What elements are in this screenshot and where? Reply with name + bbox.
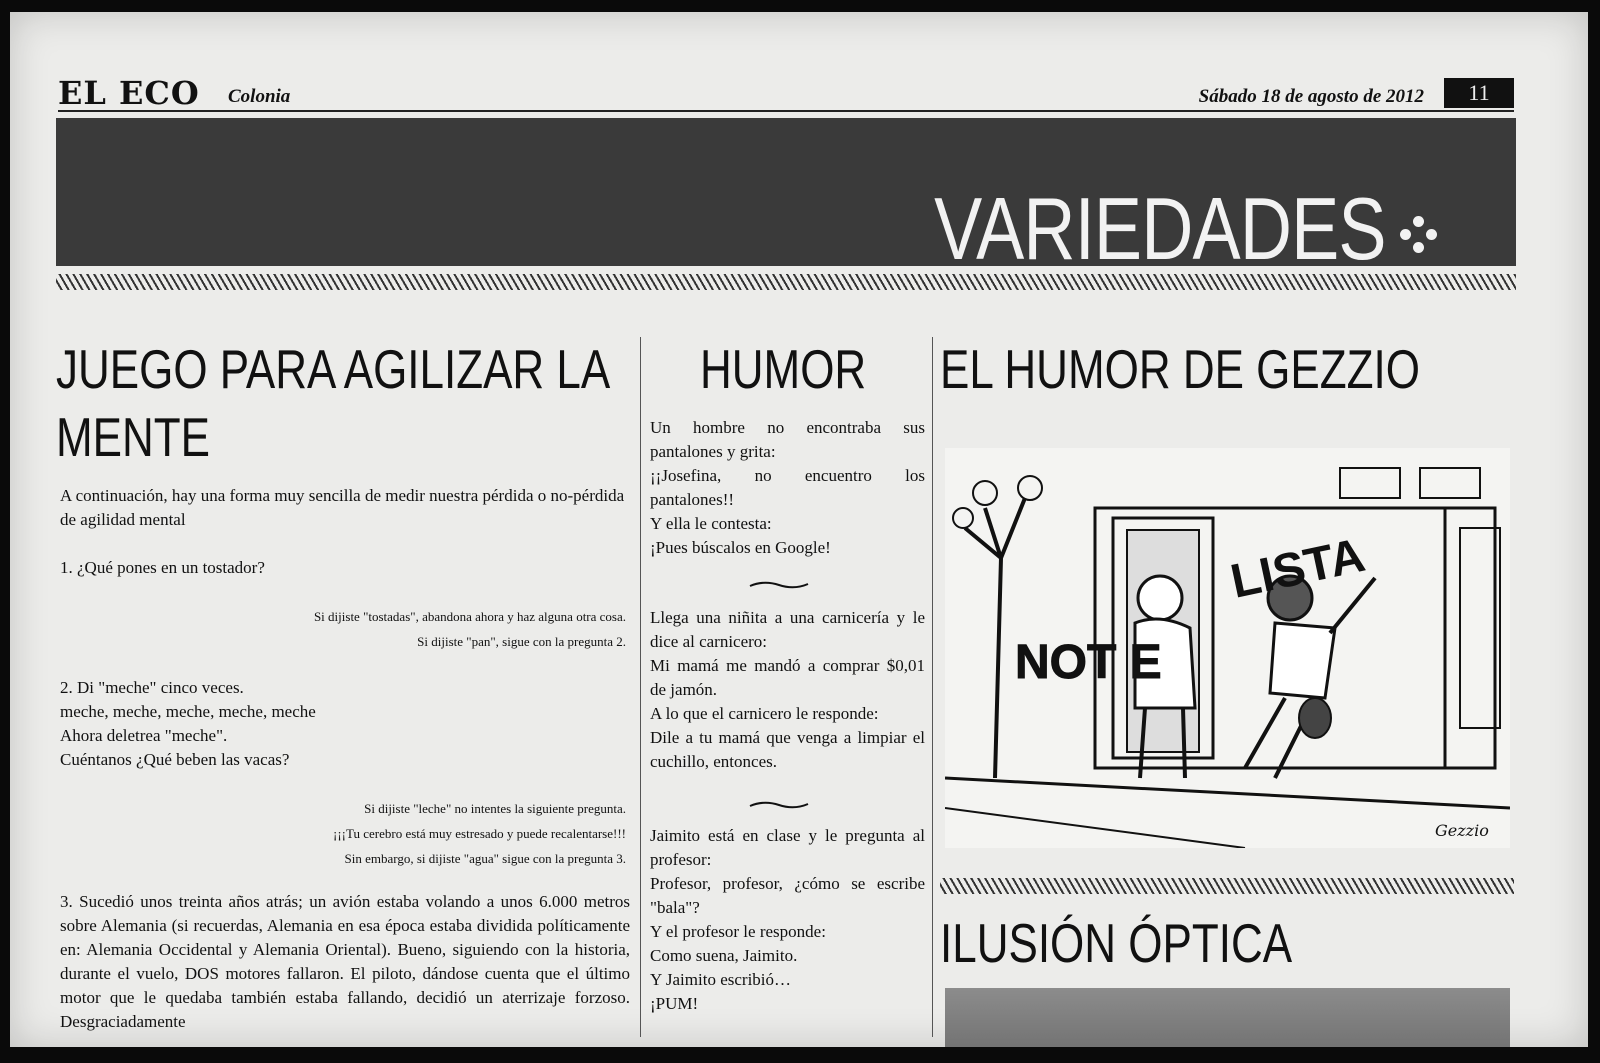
section-title: VARIEDADES xyxy=(934,179,1386,266)
juego-q2-note-2: ¡¡¡Tu cerebro está muy estresado y puede recalentarse!!! xyxy=(333,826,626,841)
juego-q2-note-1: Si dijiste "leche" no intentes la siguiente pregunta. xyxy=(364,801,626,816)
joke-line: ¡Pues búscalos en Google! xyxy=(650,538,831,557)
graffiti-left: NOT E xyxy=(1015,636,1162,689)
article-title-juego-line2: MENTE xyxy=(56,406,210,468)
joke-line: Profesor, profesor, ¿cómo se escribe "bala"? xyxy=(650,874,925,917)
joke-line: Un hombre no encontraba sus pantalones y grita: xyxy=(650,418,925,461)
joke-2 xyxy=(650,606,925,774)
joke-line: Dile a tu mamá que venga a limpiar el cuchillo, entonces. xyxy=(650,728,925,771)
issue-date: Sábado 18 de agosto de 2012 xyxy=(1198,86,1424,107)
juego-question-3: 3. Sucedió unos treinta años atrás; un avión estaba volando a unos 6.000 metros sobre Alemania (si recuerdas, Alemania en esa época estaba dividida políticamente en: Alemania Occidental y Alemania Oriental). Bueno, siguiendo con la historia, durante el vuelo, DOS motores fallaron. El piloto, dándose cuenta que el último motor que le quedaba también estaba fallando, decidió un aterrizaje forzoso. Desgraciadamente xyxy=(60,892,630,1031)
dots-ornament-icon xyxy=(1400,216,1438,254)
cartoonist-signature: Gezzio xyxy=(1435,821,1489,840)
cartoon-drawing xyxy=(945,448,1510,848)
joke-1 xyxy=(650,416,925,560)
joke-line: Y el profesor le responde: xyxy=(650,922,826,941)
section-banner xyxy=(56,118,1516,266)
article-title-juego-line1: JUEGO PARA AGILIZAR LA xyxy=(56,338,611,400)
squiggle-divider-icon xyxy=(748,580,810,590)
hatch-divider xyxy=(940,878,1514,894)
juego-q2-line-3: Ahora deletrea "meche". xyxy=(60,726,228,745)
juego-q2-line-1: 2. Di "meche" cinco veces. xyxy=(60,678,244,697)
column-rule xyxy=(640,337,641,1037)
newspaper-page xyxy=(10,12,1588,1047)
optical-illusion-image xyxy=(945,988,1510,1047)
newspaper-logo: EL ECO xyxy=(58,74,200,112)
juego-question-1: 1. ¿Qué pones en un tostador? xyxy=(60,558,265,577)
joke-line: Llega una niñita a una carnicería y le dice al carnicero: xyxy=(650,608,925,651)
joke-3 xyxy=(650,824,925,1016)
juego-intro: A continuación, hay una forma muy sencilla de medir nuestra pérdida o no-pérdida de agilidad mental xyxy=(60,486,625,529)
juego-q2-note-3: Sin embargo, si dijiste "agua" sigue con la pregunta 3. xyxy=(344,851,626,866)
juego-q1-note-2: Si dijiste "pan", sigue con la pregunta 2. xyxy=(417,634,626,649)
masthead xyxy=(58,76,1514,112)
juego-q2-line-2: meche, meche, meche, meche, meche xyxy=(60,702,316,721)
squiggle-divider-icon xyxy=(748,800,810,810)
joke-line: Jaimito está en clase y le pregunta al profesor: xyxy=(650,826,925,869)
hatch-divider xyxy=(56,274,1516,290)
gezzio-cartoon xyxy=(945,448,1510,848)
article-title-humor: HUMOR xyxy=(700,338,867,400)
joke-line: Mi mamá me mandó a comprar $0,01 de jamón. xyxy=(650,656,925,699)
joke-line: Y Jaimito escribió… xyxy=(650,970,792,989)
column-rule xyxy=(932,337,933,1037)
page-number: 11 xyxy=(1444,78,1514,108)
joke-line: A lo que el carnicero le responde: xyxy=(650,704,879,723)
article-title-ilusion: ILUSIÓN ÓPTICA xyxy=(940,912,1293,974)
joke-line: ¡¡Josefina, no encuentro los pantalones!! xyxy=(650,466,925,509)
joke-line: Y ella le contesta: xyxy=(650,514,772,533)
graffiti-right: LISTA xyxy=(1226,528,1370,609)
juego-q1-note-1: Si dijiste "tostadas", abandona ahora y haz alguna otra cosa. xyxy=(313,609,626,624)
article-title-gezzio: EL HUMOR DE GEZZIO xyxy=(940,338,1420,400)
joke-line: Como suena, Jaimito. xyxy=(650,946,798,965)
edition-city: Colonia xyxy=(228,86,291,107)
joke-line: ¡PUM! xyxy=(650,994,699,1013)
juego-q2-line-4: Cuéntanos ¿Qué beben las vacas? xyxy=(60,750,290,769)
